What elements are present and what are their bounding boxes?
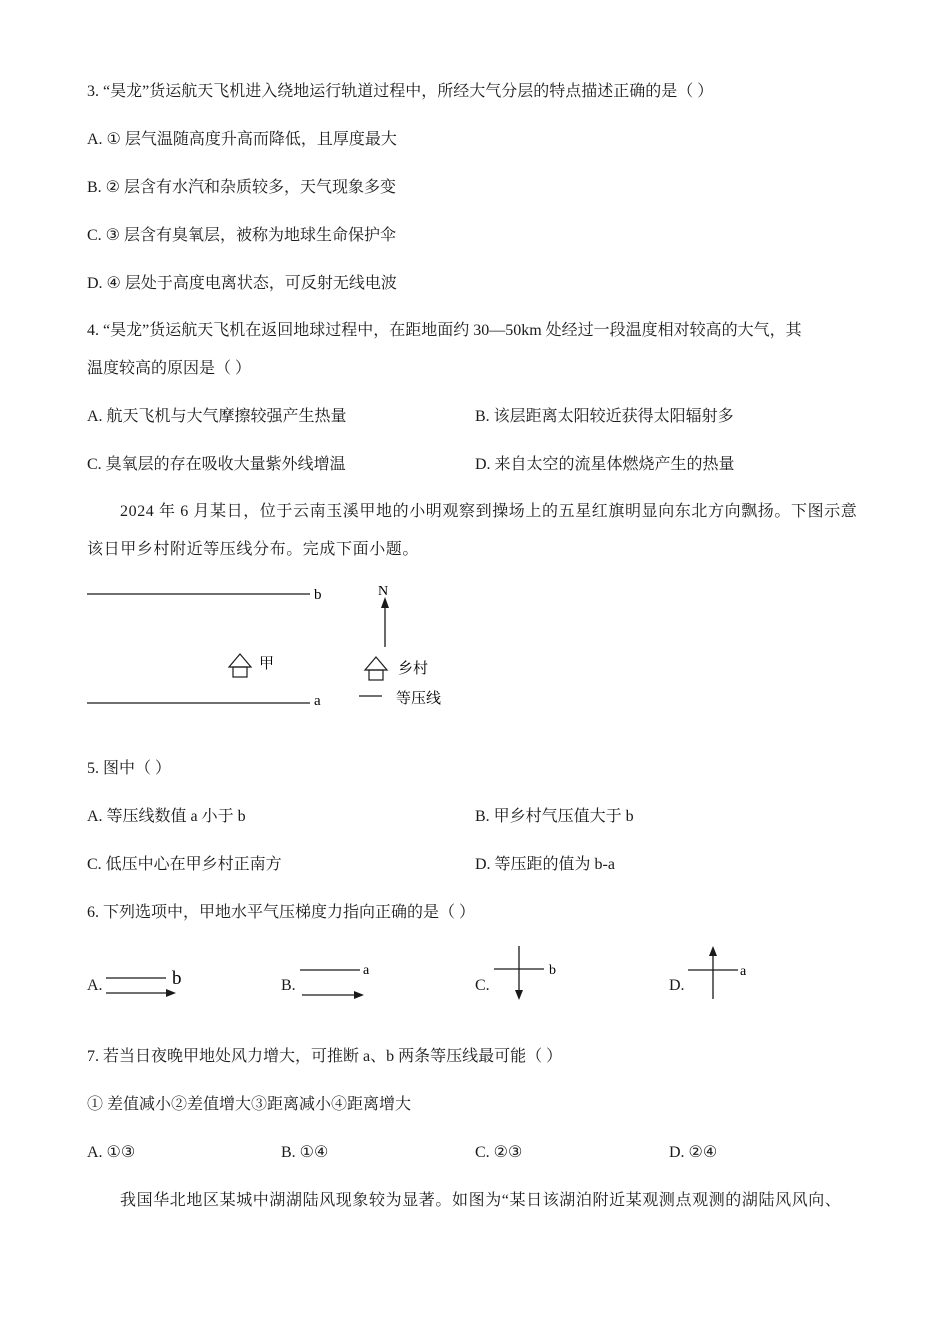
isobar-a-label: a <box>314 693 321 709</box>
q6-option-d-letter: D. <box>669 977 685 994</box>
q3-option-c: C. ③ 层含有臭氧层，被称为地球生命保护伞 <box>87 227 397 244</box>
q5-option-d: D. 等压距的值为 b-a <box>475 856 615 873</box>
north-arrow-icon <box>381 597 389 647</box>
q6-option-a-label: b <box>172 968 182 989</box>
q5-stem: 5. 图中（ ） <box>87 760 172 777</box>
village-jia-icon <box>229 654 251 677</box>
arrow-right-icon <box>166 989 176 997</box>
q6-option-c-label: b <box>549 963 556 978</box>
passage2-line1: 我国华北地区某城中湖湖陆风现象较为显著。如图为“某日该湖泊附近某观测点观测的湖陆风风向、 <box>120 1192 842 1209</box>
q7-option-c: C. ②③ <box>475 1144 523 1161</box>
q4-option-a: A. 航天飞机与大气摩擦较强产生热量 <box>87 408 347 425</box>
q7-option-b: B. ①④ <box>281 1144 329 1161</box>
q6-option-d-label: a <box>740 964 747 979</box>
arrow-up-icon <box>709 946 717 956</box>
q4-option-c: C. 臭氧层的存在吸收大量紫外线增温 <box>87 456 346 473</box>
q6-option-a-diagram <box>100 962 200 1006</box>
arrow-right-icon <box>354 991 364 999</box>
legend-isobar-label: 等压线 <box>396 691 442 707</box>
q6-option-c-diagram <box>488 944 568 1004</box>
q6-option-b-diagram <box>294 958 394 1004</box>
q7-stem: 7. 若当日夜晚甲地处风力增大，可推断 a、b 两条等压线最可能（ ） <box>87 1048 563 1065</box>
q5-option-a: A. 等压线数值 a 小于 b <box>87 808 246 825</box>
isobar-figure <box>0 575 950 725</box>
legend-village-icon <box>365 657 387 680</box>
legend-village-label: 乡村 <box>398 661 429 677</box>
q6-option-a-letter: A. <box>87 977 103 994</box>
q6-option-b-letter: B. <box>281 977 296 994</box>
q7-option-d: D. ②④ <box>669 1144 718 1161</box>
q4-stem-line1: 4. “昊龙”货运航天飞机在返回地球过程中，在距地面约 30—50km 处经过一段温度相对较高的大气，其 <box>87 322 802 339</box>
q4-stem-line2: 温度较高的原因是（ ） <box>87 360 252 377</box>
q6-stem: 6. 下列选项中，甲地水平气压梯度力指向正确的是（ ） <box>87 904 476 921</box>
q3-option-b: B. ② 层含有水汽和杂质较多，天气现象多变 <box>87 179 397 196</box>
q5-option-b: B. 甲乡村气压值大于 b <box>475 808 634 825</box>
q4-option-b: B. 该层距离太阳较近获得太阳辐射多 <box>475 408 734 425</box>
q5-option-c: C. 低压中心在甲乡村正南方 <box>87 856 282 873</box>
q3-option-d: D. ④ 层处于高度电离状态，可反射无线电波 <box>87 275 397 292</box>
q7-statements: ① 差值减小②差值增大③距离减小④距离增大 <box>87 1096 412 1113</box>
arrow-down-icon <box>515 990 523 1000</box>
passage1-line1: 2024 年 6 月某日，位于云南玉溪甲地的小明观察到操场上的五星红旗明显向东北方向飘扬。下图示意 <box>120 503 858 520</box>
q4-option-d: D. 来自太空的流星体燃烧产生的热量 <box>475 456 735 473</box>
north-label: N <box>378 584 389 599</box>
q7-option-a: A. ①③ <box>87 1144 136 1161</box>
q6-option-b-label: a <box>363 963 370 978</box>
passage1-line2: 该日甲乡村附近等压线分布。完成下面小题。 <box>87 541 420 558</box>
q3-stem: 3. “昊龙”货运航天飞机进入绕地运行轨道过程中，所经大气分层的特点描述正确的是（ ） <box>87 83 714 100</box>
q3-option-a: A. ① 层气温随高度升高而降低，且厚度最大 <box>87 131 397 148</box>
isobar-b-label: b <box>314 587 322 603</box>
village-jia-label: 甲 <box>259 656 275 672</box>
q6-option-d-diagram <box>682 944 762 1004</box>
q6-option-c-letter: C. <box>475 977 490 994</box>
